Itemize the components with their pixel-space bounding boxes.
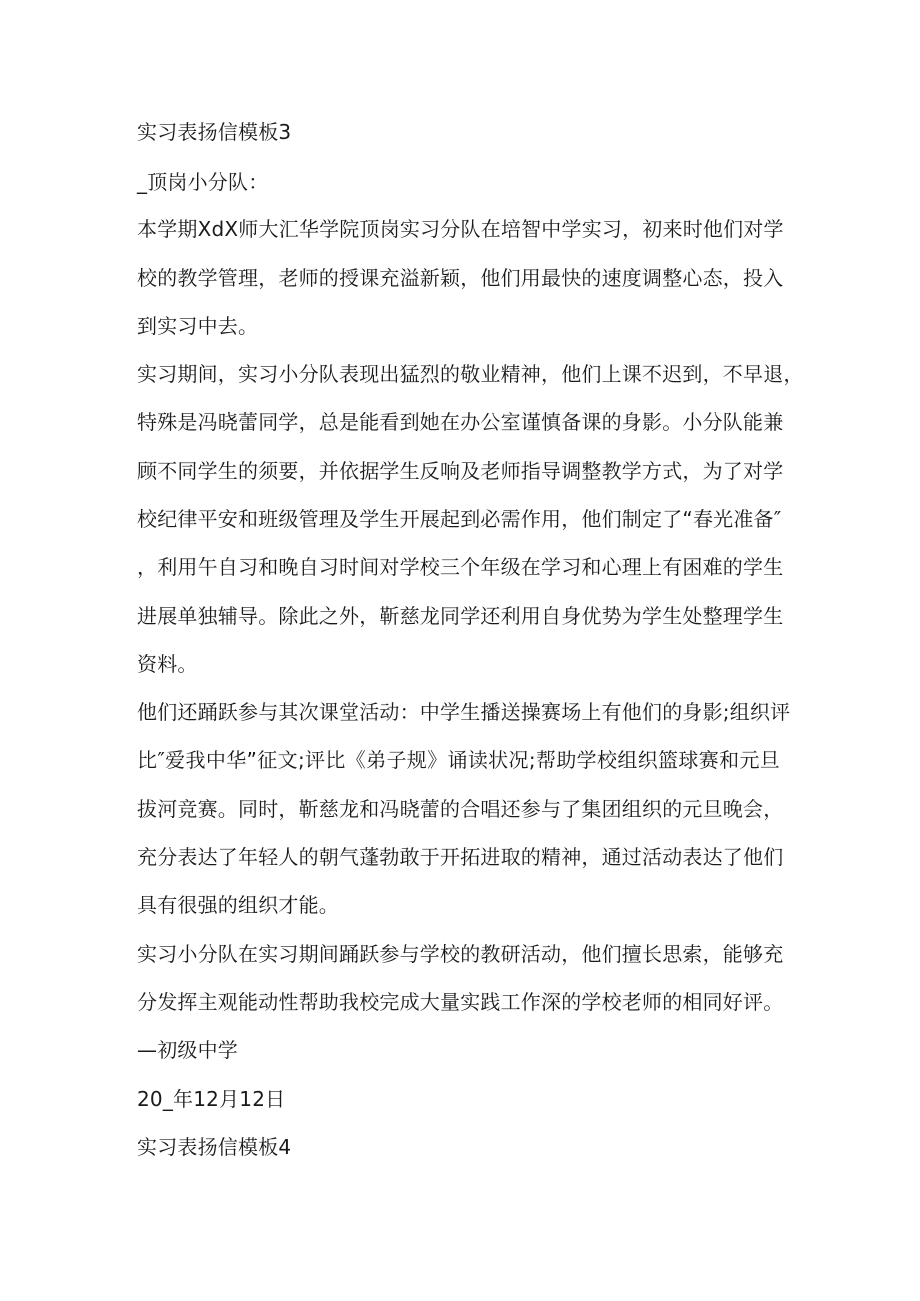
paragraph-line: 本学期XdX师大汇华学院顶岗实习分队在培智中学实习，初来时他们对学 <box>137 217 784 241</box>
paragraph-line: 到实习中去。 <box>137 314 259 338</box>
paragraph-line: 校的教学管理，老师的授课充溢新颖，他们用最快的速度调整心态，投入 <box>137 266 784 290</box>
paragraph-line: 比″爱我中华”征文;评比《弟子规》诵读状况;帮助学校组织篮球赛和元旦 <box>137 748 780 772</box>
paragraph-line: 顾不同学生的须要，并依据学生反响及老师指导调整教学方式，为了对学 <box>137 459 784 483</box>
paragraph-line: 分发挥主观能动性帮助我校完成大量实践工作深的学校老师的相同好评。 <box>137 990 784 1014</box>
next-letter-title: 实习表扬信模板4 <box>137 1135 292 1159</box>
paragraph-line: 充分表达了年轻人的朝气蓬勃敢于开拓进取的精神，通过活动表达了他们 <box>137 845 784 869</box>
signature: —初级中学 <box>137 1038 238 1062</box>
date: 20_年12月12日 <box>137 1087 286 1111</box>
paragraph-line: 资料。 <box>137 652 198 676</box>
paragraph-line: ，利用午自习和晚自习时间对学校三个年级在学习和心理上有困难的学生 <box>137 555 784 579</box>
salutation: _顶岗小分队： <box>137 170 269 194</box>
paragraph-line: 具有很强的组织才能。 <box>137 893 339 917</box>
paragraph-line: 他们还踊跃参与其次课堂活动：中学生播送操赛场上有他们的身影;组织评 <box>137 700 791 724</box>
paragraph-line: 进展单独辅导。除此之外，靳慈龙同学还利用自身优势为学生处整理学生 <box>137 604 784 628</box>
paragraph-line: 特殊是冯晓蕾同学，总是能看到她在办公室谨慎备课的身影。小分队能兼 <box>137 410 784 434</box>
paragraph-line: 校纪律平安和班级管理及学生开展起到必需作用，他们制定了“春光准备″ <box>137 507 782 531</box>
paragraph-line: 实习期间，实习小分队表现出猛烈的敬业精神，他们上课不迟到，不早退， <box>137 362 804 386</box>
paragraph-line: 拔河竞赛。同时，靳慈龙和冯晓蕾的合唱还参与了集团组织的元旦晚会， <box>137 797 784 821</box>
letter-title: 实习表扬信模板3 <box>137 120 292 144</box>
paragraph-line: 实习小分队在实习期间踊跃参与学校的教研活动，他们擅长思索，能够充 <box>137 942 784 966</box>
